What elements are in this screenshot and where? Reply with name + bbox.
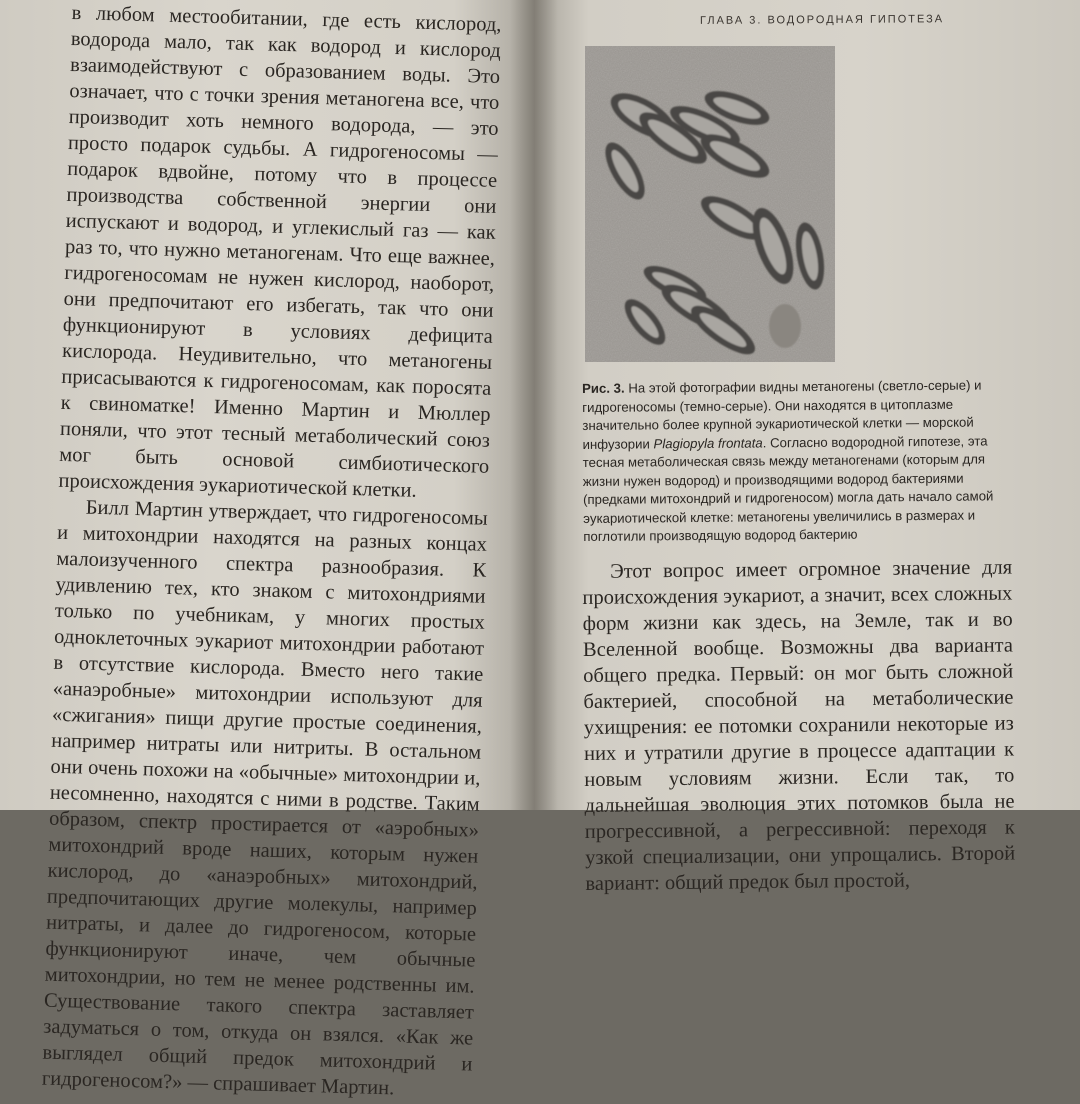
- right-page-text: [582, 554, 1016, 896]
- caption-species-name: Plagiopyla frontata: [653, 434, 763, 451]
- figure-caption: [582, 376, 1003, 546]
- book-gutter: [510, 0, 558, 810]
- caption-text-part1: На этой фотографии видны метаногены (светло-серые) и гидрогеносомы (темно-серые). Они находятся в цитоплазме значительно более крупной эукариотической клетки — морской инфузории: [582, 377, 982, 452]
- left-paragraph-2: Билл Мартин утверждает, что гидрогеносомы и митохондрии находятся на разных концах малоизученного спектра разнообразия. К удивлению тех, кто знаком с митохондриями только по учебникам, у многих простых одноклеточных эукариот митохондрии работают в отсутствие кислорода. Вместо него такие «анаэробные» митохондрии используют для «сжигания» пищи другие простые соединения, например нитраты или нитриты. В остальном они очень похожи на «обычные» митохондрии и, несомненно, находятся с ними в родстве. Таким образом, спектр простирается от «аэробных» митохондрий вроде наших, которым нужен кислород, до «анаэробных» митохондрий, предпочитающих другие молекулы, например нитраты, и далее до гидрогеносом, которые функционируют иначе, чем обычные митохондрии, но тем не менее родственны им. Существование такого спектра заставляет задуматься о том, откуда он взялся. «Как же выглядел общий предок митохондрий и гидрогеносом?» — спрашивает Мартин.: [41, 496, 488, 1100]
- right-paragraph-1: Этот вопрос имеет огромное значение для происхождения эукариот, а значит, всех сложных форм жизни как здесь, на Земле, так и во Вселенной вообще. Возможны два варианта общего предка. Первый: он мог быть сложной бактерией, способной на метаболические ухищрения: ее потомки сохранили некоторые из них и утратили другие в процессе адаптации к новым условиям жизни. Если так, то дальнейшая эволюция этих потомков была не прогрессивной, а регрессивной: переходя к узкой специализации, они упрощались. Второй вариант: общий предок был простой,: [582, 556, 1016, 895]
- caption-label: Рис. 3.: [582, 380, 625, 396]
- caption-text-part2: . Согласно водородной гипотезе, эта тесная метаболическая связь между метаногенами (которым для жизни нужен водород) и производящими водород бактериями (предками митохондрий и гидрогеносом) могла дать начало самой эукариотической клетке: метаногены увеличились в размерах и поглотили производящую водород бактерию: [582, 432, 994, 544]
- running-head: ГЛАВА 3. ВОДОРОДНАЯ ГИПОТЕЗА: [699, 13, 945, 27]
- left-paragraph-1: в любом местообитании, где есть кислород, водорода мало, так как водород и кислород взаимодействуют с образованием воды. Это означает, что с точки зрения метаногена все, что производит хоть немного водорода, — это просто подарок судьбы. А гидрогеносомы — подарок вдвойне, потому что в процессе производства собственной энергии они испускают и водород, и углекислый газ — как раз то, что нужно метаногенам. Что еще важнее, гидрогеносомам не нужен кислород, наоборот, они предпочитают его избегать, так что они функционируют в условиях дефицита кислорода. Неудивительно, что метаногены присасываются к гидрогеносомам, как поросята к свиноматке! Именно Мартин и Мюллер поняли, что этот тесный метаболический союз мог быть основой симбиотического происхождения эукариотической клетки.: [58, 1, 502, 502]
- micrograph-image: [585, 46, 835, 362]
- figure-micrograph: [585, 46, 835, 362]
- left-page-text: [42, 0, 502, 1104]
